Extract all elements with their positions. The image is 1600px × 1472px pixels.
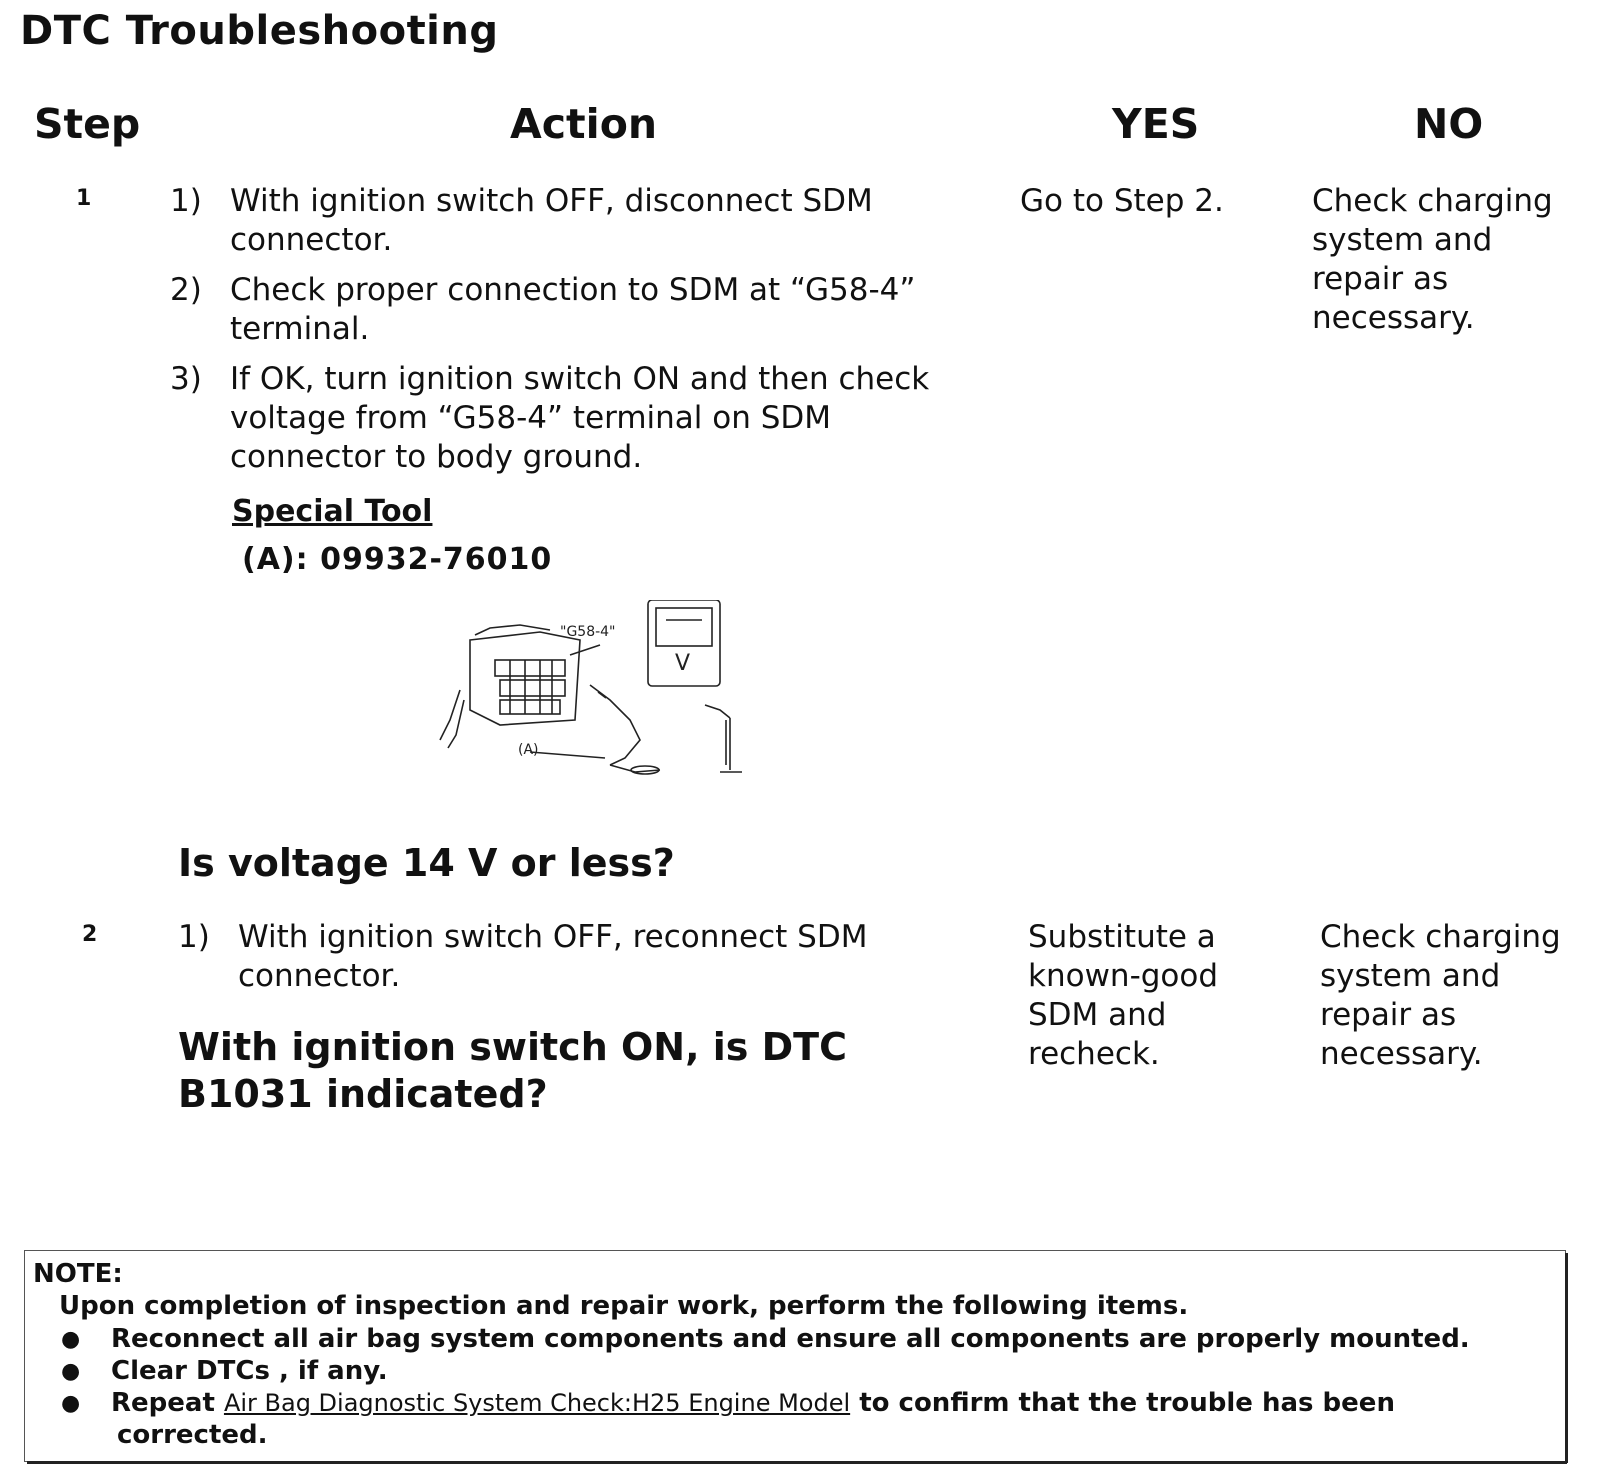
no-cell-line: system and: [1312, 222, 1493, 258]
bullet-icon: ●: [61, 1391, 81, 1416]
action-line: terminal.: [230, 311, 370, 347]
step-question-line: B1031 indicated?: [178, 1072, 548, 1116]
no-cell-line: Check charging: [1312, 183, 1553, 219]
action-line: connector.: [238, 958, 401, 994]
note-title: NOTE:: [33, 1259, 123, 1289]
tool-label: (A): [518, 742, 539, 758]
action-line: Check proper connection to SDM at “G58-4”: [230, 272, 916, 308]
yes-cell-line: SDM and: [1028, 997, 1167, 1033]
no-cell-line: Check charging: [1320, 919, 1561, 955]
action-line: voltage from “G58-4” terminal on SDM: [230, 400, 832, 436]
connector-label: "G58-4": [560, 624, 616, 640]
no-cell-line: system and: [1320, 958, 1501, 994]
header-step: Step: [34, 100, 141, 148]
bullet-icon: ●: [61, 1327, 81, 1352]
special-tool-value: (A): 09932-76010: [242, 542, 553, 577]
no-cell-line: necessary.: [1312, 300, 1475, 336]
step-question: Is voltage 14 V or less?: [178, 841, 675, 885]
no-cell-line: repair as: [1320, 997, 1457, 1033]
voltage-check-illustration: [430, 600, 770, 800]
header-no: NO: [1414, 100, 1484, 148]
step-number: 2: [82, 922, 98, 947]
action-line: connector.: [230, 222, 393, 258]
action-number: 1): [170, 183, 202, 219]
note-item-continuation: corrected.: [117, 1420, 268, 1450]
note-item-prefix: Repeat: [111, 1388, 224, 1418]
note-item: [111, 1387, 1551, 1419]
no-cell-line: necessary.: [1320, 1036, 1483, 1072]
action-line: If OK, turn ignition switch ON and then check: [230, 361, 930, 397]
no-cell-line: repair as: [1312, 261, 1449, 297]
step-question-line: With ignition switch ON, is DTC: [178, 1025, 847, 1069]
note-intro: Upon completion of inspection and repair work, perform the following items.: [59, 1291, 1189, 1321]
yes-cell-line: recheck.: [1028, 1036, 1160, 1072]
step-number: 1: [76, 186, 92, 211]
bullet-icon: ●: [61, 1359, 81, 1384]
meter-label: V: [675, 651, 691, 676]
header-yes: YES: [1112, 100, 1200, 148]
note-item: Clear DTCs , if any.: [111, 1356, 388, 1386]
action-number: 1): [178, 919, 210, 955]
action-line: With ignition switch OFF, reconnect SDM: [238, 919, 868, 955]
air-bag-diagnostic-link[interactable]: Air Bag Diagnostic System Check:H25 Engine Model: [223, 1389, 851, 1417]
header-action: Action: [510, 100, 658, 148]
note-item: Reconnect all air bag system components and ensure all components are properly mounted.: [111, 1324, 1470, 1354]
yes-cell-line: Substitute a: [1028, 919, 1216, 955]
yes-cell-line: known-good: [1028, 958, 1219, 994]
special-tool-label: Special Tool: [232, 494, 433, 529]
note-item-suffix: to confirm that the trouble has been: [850, 1388, 1395, 1418]
page-title: DTC Troubleshooting: [20, 8, 499, 54]
action-number: 3): [170, 361, 202, 397]
action-line: With ignition switch OFF, disconnect SDM: [230, 183, 873, 219]
note-box: [24, 1250, 1566, 1462]
yes-cell-line: Go to Step 2.: [1020, 183, 1224, 219]
action-line: connector to body ground.: [230, 439, 643, 475]
action-number: 2): [170, 272, 202, 308]
